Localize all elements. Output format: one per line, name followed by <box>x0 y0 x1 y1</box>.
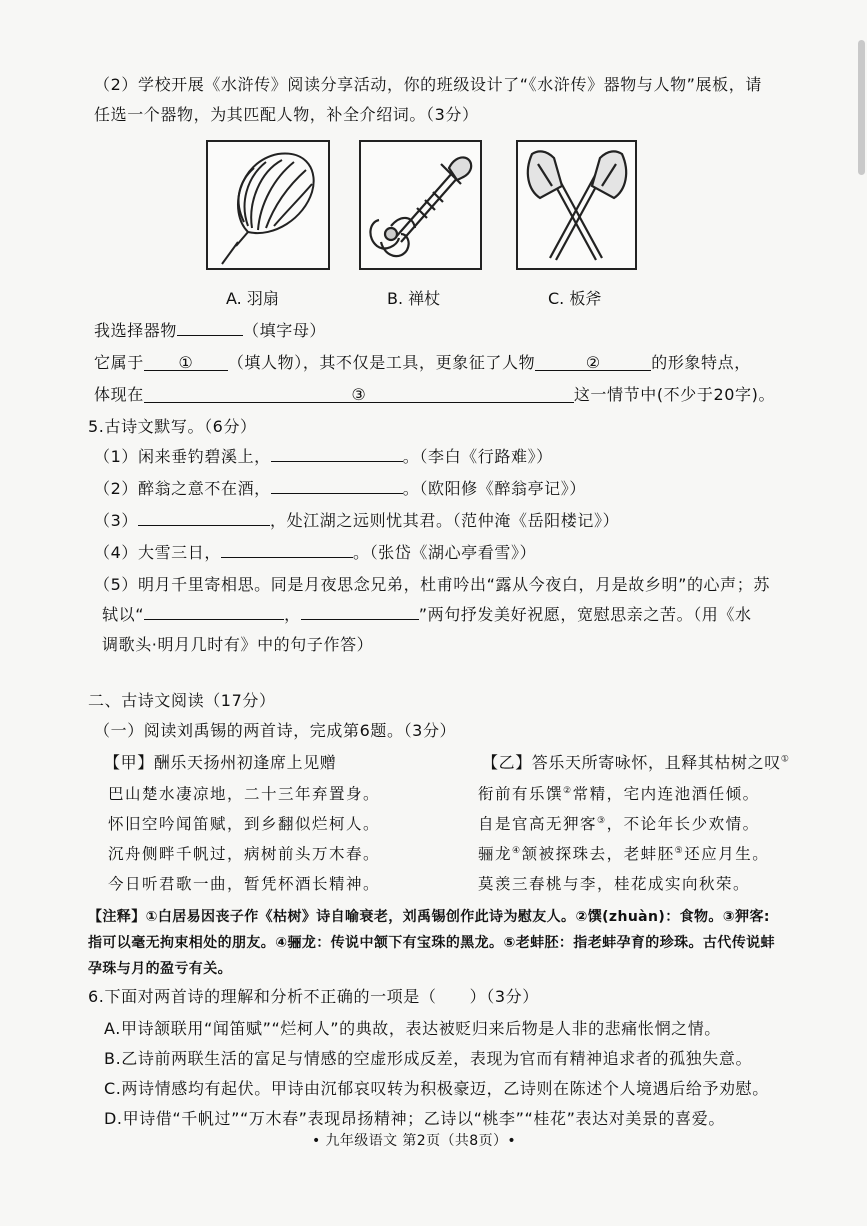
feather-fan-icon <box>208 142 328 268</box>
poem-b-line-3 <box>478 842 769 864</box>
option-c-label: C. 板斧 <box>548 289 602 308</box>
q5-item-1-prefix: （1）闲来垂钓碧溪上， <box>94 447 271 466</box>
q5-item-2-suffix: 。（欧阳修《醉翁亭记》） <box>402 479 586 498</box>
q5-item-1 <box>94 444 553 467</box>
poem-a-line-2: 怀旧空吟闻笛赋，到乡翻似烂柯人。 <box>108 815 381 833</box>
poem-b-line-1-b: 常精，宅内连池酒任倾。 <box>572 785 760 803</box>
section-2-title: 二、古诗文阅读（17分） <box>88 691 276 710</box>
q5-blank-3[interactable] <box>138 511 270 526</box>
q5-item-5-line2 <box>102 602 752 625</box>
q6-stem: 6.下面对两首诗的理解和分析不正确的一项是（ ）（3分） <box>88 987 539 1006</box>
choose-suffix: （填字母） <box>243 321 327 340</box>
option-a-label: A. 羽扇 <box>226 289 279 308</box>
poem-b-line-3-a: 骊龙 <box>478 845 513 863</box>
note-mark-4: ④ <box>512 845 522 856</box>
q5-item-4-suffix: 。（张岱《湖心亭看雪》） <box>352 543 537 562</box>
poem-b-line-2 <box>478 812 760 834</box>
q5-blank-4[interactable] <box>221 543 353 558</box>
double-axes-icon <box>518 142 635 268</box>
q5-item-3-suffix: ，处江湖之远则忧其君。（范仲淹《岳阳楼记》） <box>269 511 620 530</box>
q5-item-4 <box>94 540 536 563</box>
belong-line <box>94 350 751 373</box>
monk-staff-icon <box>361 142 480 268</box>
scrollbar[interactable] <box>858 40 865 175</box>
poem-b-line-1-a: 衔前有乐馔 <box>478 785 564 803</box>
note-mark-1: ① <box>780 754 790 765</box>
choose-line <box>94 318 326 341</box>
blank-2[interactable]: ② <box>535 356 651 371</box>
q5-item-1-suffix: 。（李白《行路难》） <box>402 447 553 466</box>
belong-prefix: 它属于 <box>94 353 144 372</box>
poem-b-line-3-c: 还应月生。 <box>684 845 770 863</box>
show-prefix: 体现在 <box>94 385 144 404</box>
feather-fan-image <box>206 140 330 270</box>
q5-blank-5a[interactable] <box>144 605 284 620</box>
poem-b-line-1 <box>478 782 760 804</box>
poem-b-line-4: 莫羡三春桃与李，桂花成实向秋荣。 <box>478 875 751 893</box>
note-mark-2: ② <box>563 785 573 796</box>
poem-b-line-3-b: 颔被探珠去，老蚌胚 <box>521 845 675 863</box>
notes-line-2: 指可以毫无拘束相处的朋友。④骊龙：传说中颔下有宝珠的黑龙。⑤老蚌胚：指老蚌孕育的珍珠。古代传说蚌 <box>88 935 775 951</box>
poem-b-title-text: 【乙】答乐天所寄咏怀，且释其枯树之叹 <box>482 753 781 772</box>
notes-line-3: 孕珠与月的盈亏有关。 <box>88 961 232 977</box>
q6-option-a[interactable]: A.甲诗颔联用“闻笛赋”“烂柯人”的典故，表达被贬归来后物是人非的悲痛怅惘之情。 <box>104 1019 721 1038</box>
q6-option-b[interactable]: B.乙诗前两联生活的富足与情感的空虚形成反差，表现为官而有精神追求者的孤独失意。 <box>104 1049 753 1068</box>
show-suffix: 这一情节中(不少于20字)。 <box>573 385 776 404</box>
poem-b-line-2-a: 自是官高无狎客 <box>478 815 598 833</box>
belong-middle: （填人物），其不仅是工具，更象征了人物 <box>227 353 536 372</box>
q5-item-5-comma: ， <box>284 605 301 624</box>
poem-a-line-3: 沉舟侧畔千帆过，病树前头万木春。 <box>108 845 381 863</box>
belong-suffix: 的形象特点， <box>651 353 751 372</box>
q5-item-5-suffix: ”两句抒发美好祝愿，宽慰思亲之苦。（用《水 <box>418 605 752 624</box>
double-axes-image <box>516 140 637 270</box>
note-mark-5: ⑤ <box>674 845 685 856</box>
q5-item-3-prefix: （3） <box>94 511 138 530</box>
poem-a-line-4: 今日听君歌一曲，暂凭杯酒长精神。 <box>108 875 381 893</box>
poem-b-line-2-b: ，不论年长少欢情。 <box>606 815 760 833</box>
q5-title: 5.古诗文默写。（6分） <box>88 417 257 436</box>
q5-item-5-line1: （5）明月千里寄相思。同是月夜思念兄弟，杜甫吟出“露从今夜白，月是故乡明”的心声；苏 <box>94 575 770 594</box>
choose-blank[interactable] <box>177 321 243 336</box>
q6-option-c[interactable]: C.两诗情感均有起伏。甲诗由沉郁哀叹转为积极豪迈，乙诗则在陈述个人境遇后给予劝慰。 <box>104 1079 769 1098</box>
blank-1[interactable]: ① <box>144 356 228 371</box>
q5-blank-2[interactable] <box>271 479 403 494</box>
section-2-subtitle: （一）阅读刘禹锡的两首诗，完成第6题。（3分） <box>94 721 457 740</box>
poem-b-title <box>482 750 789 773</box>
q5-item-5-line3: 调歌头·明月几时有》中的句子作答） <box>102 635 374 654</box>
choose-prefix: 我选择器物 <box>94 321 178 340</box>
poem-a-title: 【甲】酬乐天扬州初逢席上见赠 <box>104 753 337 772</box>
q5-item-5-prefix: 轼以“ <box>102 605 145 624</box>
q5-item-2-prefix: （2）醉翁之意不在酒， <box>94 479 271 498</box>
q5-item-4-prefix: （4）大雪三日， <box>94 543 221 562</box>
blank-3[interactable]: ③ <box>144 388 574 403</box>
notes-line-1: 【注释】①白居易因丧子作《枯树》诗自喻衰老，刘禹锡创作此诗为慰友人。②馔(zhuàn)：食物。③狎客: <box>88 909 770 925</box>
q5-blank-5b[interactable] <box>301 605 419 620</box>
poem-a-line-1: 巴山楚水凄凉地，二十三年弃置身。 <box>108 785 381 803</box>
q5-item-2 <box>94 476 586 499</box>
q4-2-stem-line1: （2）学校开展《水浒传》阅读分享活动，你的班级设计了“《水浒传》器物与人物”展板，请 <box>94 75 762 94</box>
q4-2-stem-line2: 任选一个器物，为其匹配人物，补全介绍词。（3分） <box>94 105 479 124</box>
q5-blank-1[interactable] <box>271 447 403 462</box>
show-line <box>94 382 775 405</box>
note-mark-3: ③ <box>597 815 607 826</box>
page-footer: • 九年级语文 第2页（共8页）• <box>312 1133 517 1149</box>
option-b-label: B. 禅杖 <box>387 289 441 308</box>
monk-staff-image <box>359 140 482 270</box>
q5-item-3 <box>94 508 619 531</box>
q6-option-d[interactable]: D.甲诗借“千帆过”“万木春”表现昂扬精神；乙诗以“桃李”“桂花”表达对美景的喜爱。 <box>104 1109 725 1128</box>
